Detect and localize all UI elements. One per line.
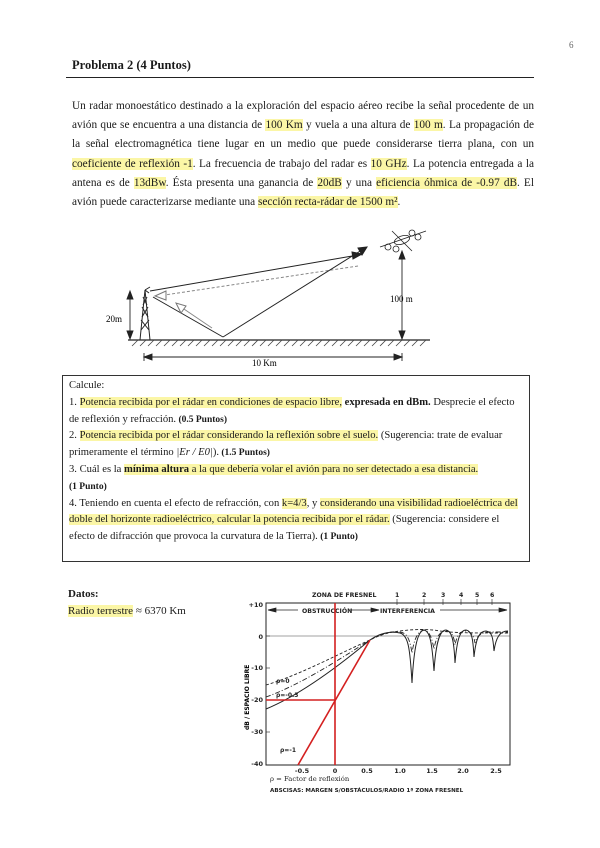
task-3-text: Cuál es la xyxy=(76,463,125,475)
x-tick-label: 2.0 xyxy=(457,767,469,775)
y-tick-label: -20 xyxy=(251,696,263,704)
statement-text: Un radar monoestático destinado a la exploración del espacio aéreo recibe la señal procedente de un avión que se encuentra a una distancia de xyxy=(72,100,534,132)
title-divider xyxy=(66,77,534,78)
y-tick-label: 0 xyxy=(258,633,263,641)
plane-height-label: 100 m xyxy=(390,294,413,304)
graph-zone-label: ZONA DE FRESNEL xyxy=(312,592,377,599)
task-number: 3. xyxy=(69,463,77,475)
task-1-bold: expresada en dBm. xyxy=(342,396,431,408)
earth-radius-value: ≈ 6370 Km xyxy=(133,605,186,617)
task-number: 4. xyxy=(69,497,77,509)
zone-number: 3 xyxy=(441,592,446,599)
radar-geometry-figure xyxy=(100,225,440,375)
statement-text: . La potencia entregada a la antena es de xyxy=(72,157,535,189)
statement-text: y vuela a una altura de xyxy=(302,119,414,132)
problem-title: Problema 2 (4 Puntos) xyxy=(72,58,191,72)
curve-rho-minus-1 xyxy=(266,630,508,709)
x-tick-label: 1.0 xyxy=(394,767,406,775)
tower-height-arrow xyxy=(127,291,133,339)
zone-number: 2 xyxy=(422,592,427,599)
page-corner-mark: 6 xyxy=(569,40,574,50)
reflected-ray xyxy=(153,247,367,337)
data-heading: Datos: xyxy=(68,588,99,600)
problem-statement xyxy=(72,97,534,212)
diffraction-graph xyxy=(240,585,520,800)
task-3-highlight: a la que debería volar el avión para no ser detectado a esa distancia. xyxy=(189,463,479,475)
tasks-intro: Calcule: xyxy=(69,380,105,391)
abscissa-label: ABSCISAS: MARGEN S/OBSTÁCULOS/RADIO 1ª ZONA FRESNEL xyxy=(270,788,464,794)
zone-number: 5 xyxy=(475,592,480,599)
highlight-gain: 20dB xyxy=(317,176,342,189)
tower-height-label: 20m xyxy=(106,314,123,324)
task-number: 1. xyxy=(69,396,77,408)
direct-ray xyxy=(150,252,362,300)
task-4-points: (1 Punto) xyxy=(317,532,358,543)
earth-radius-label: Radio terrestre xyxy=(68,605,134,617)
highlight-frequency: 10 GHz xyxy=(370,157,407,170)
statement-text: . Ésta presenta una ganancia de xyxy=(165,176,318,189)
highlight-radar-cross-section: sección recta-rádar de 1500 m² xyxy=(257,196,398,209)
earth-radius xyxy=(68,605,186,617)
task-4-text: Teniendo en cuenta el efecto de refracción, con xyxy=(76,497,282,509)
tasks-box xyxy=(62,375,530,562)
airplane-icon xyxy=(380,230,426,252)
task-2-text: ). xyxy=(212,447,219,459)
curve-rho-minus-0.3 xyxy=(266,630,508,697)
x-tick-label: 1.5 xyxy=(426,767,438,775)
task-4-highlight: considerando una visibilidad radioeléctrica del doble del horizonte radioeléctrico, calcular la potencia recibida por el rádar. xyxy=(69,497,518,526)
task-1-highlight: Potencia recibida por el rádar en condiciones de espacio libre, xyxy=(79,396,342,408)
graph-frame xyxy=(266,603,510,765)
zone-number: 4 xyxy=(459,592,464,599)
task-3 xyxy=(69,462,527,496)
task-4-text: , y xyxy=(306,497,320,509)
statement-text: . xyxy=(397,196,401,209)
zone-ticks xyxy=(397,599,492,605)
statement-text: . La frecuencia de trabajo del radar es xyxy=(192,157,371,170)
highlight-efficiency: eficiencia óhmica de -0.97 dB xyxy=(376,176,518,189)
statement-text: . El avión puede caracterizarse mediante una xyxy=(72,176,534,209)
obstruction-label: OBSTRUCCIÓN xyxy=(302,608,353,615)
distance-label: 10 Km xyxy=(252,358,277,368)
x-tick-label: 2.5 xyxy=(490,767,502,775)
ground-hatching xyxy=(132,340,426,346)
highlight-power: 13dBw xyxy=(133,176,166,189)
y-tick-label: +10 xyxy=(248,601,263,609)
rho-label: ρ=0 xyxy=(276,678,290,685)
highlight-distance: 100 Km xyxy=(265,119,303,132)
rho-legend: ρ = Factor de reflexión xyxy=(270,775,350,783)
zone-number: 6 xyxy=(490,592,495,599)
zone-number: 1 xyxy=(395,592,400,599)
task-3-points: (1 Punto) xyxy=(69,481,107,492)
task-1-points: (0.5 Puntos) xyxy=(176,414,227,425)
task-2 xyxy=(69,428,527,462)
x-tick-label: -0.5 xyxy=(294,767,310,775)
task-1-text: Desprecie el efecto de reflexión y refracción. xyxy=(69,396,515,425)
y-tick-label: -40 xyxy=(251,760,263,768)
radar-tower xyxy=(140,287,150,340)
task-number: 2. xyxy=(69,430,77,442)
y-axis-label: dB / ESPACIO LIBRE xyxy=(244,664,251,730)
task-1 xyxy=(69,395,527,429)
task-4-k: k=4/3 xyxy=(281,497,307,509)
y-tick-label: -10 xyxy=(251,664,263,672)
task-2-points: (1.5 Puntos) xyxy=(219,448,270,459)
x-tick-label: 0 xyxy=(332,767,338,775)
task-2-text: (Sugerencia: trate de evaluar primeramente el término xyxy=(69,430,503,459)
interference-label: INTERFERENCIA xyxy=(380,608,435,615)
rho-label: ρ=-0.3 xyxy=(276,692,299,699)
task-3-bold: mínima altura xyxy=(124,463,190,475)
task-2-formula: |Er / E0| xyxy=(176,447,213,459)
x-tick-label: 0.5 xyxy=(361,767,373,775)
task-4 xyxy=(69,496,527,546)
rho-label: ρ=-1 xyxy=(280,747,296,754)
y-tick-label: -30 xyxy=(251,728,263,736)
statement-text: y una xyxy=(341,176,377,189)
statement-text: . La propagación de la señal electromagnética tiene lugar en un medio que puede considerarse tierra plana, con un xyxy=(72,119,534,151)
highlight-altitude: 100 m xyxy=(413,119,443,132)
task-2-highlight: Potencia recibida por el rádar considerando la reflexión sobre el suelo. xyxy=(79,430,379,442)
highlight-reflection: coeficiente de reflexión -1 xyxy=(72,157,193,170)
task-4-text: (Sugerencia: considere el efecto de difracción que provoca la curvatura de la Tierra). xyxy=(69,514,500,543)
